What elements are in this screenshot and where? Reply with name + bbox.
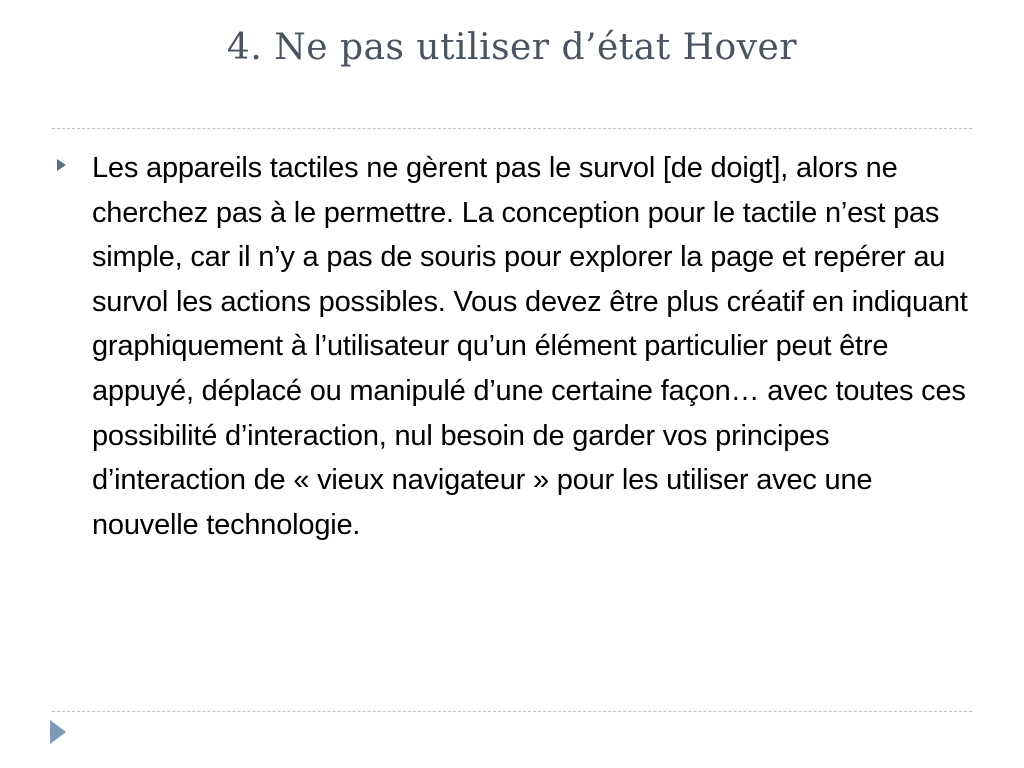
bullet-text: Les appareils tactiles ne gèrent pas le survol [de doigt], alors ne cherchez pas à le permettre. La conception pour le tactile n’est pas simple, car il n’y a pas de souris pour explorer la page et repérer au survol les actions possibles. Vous devez être plus créatif en indiquant graphiquement à l’utilisateur qu’un élément particulier peut être appuyé, déplacé ou manipulé d’une certaine façon… avec toutes ces possibilité d’interaction, nul besoin de garder vos principes d’interaction de « vieux navigateur » pour les utiliser avec une nouvelle technologie. <box>92 152 968 541</box>
next-slide-arrow-icon[interactable] <box>50 720 66 744</box>
bottom-divider <box>52 711 972 712</box>
triangle-bullet-icon <box>57 159 66 171</box>
slide-title: 4. Ne pas utiliser d’état Hover <box>226 27 798 68</box>
top-divider <box>52 128 972 129</box>
